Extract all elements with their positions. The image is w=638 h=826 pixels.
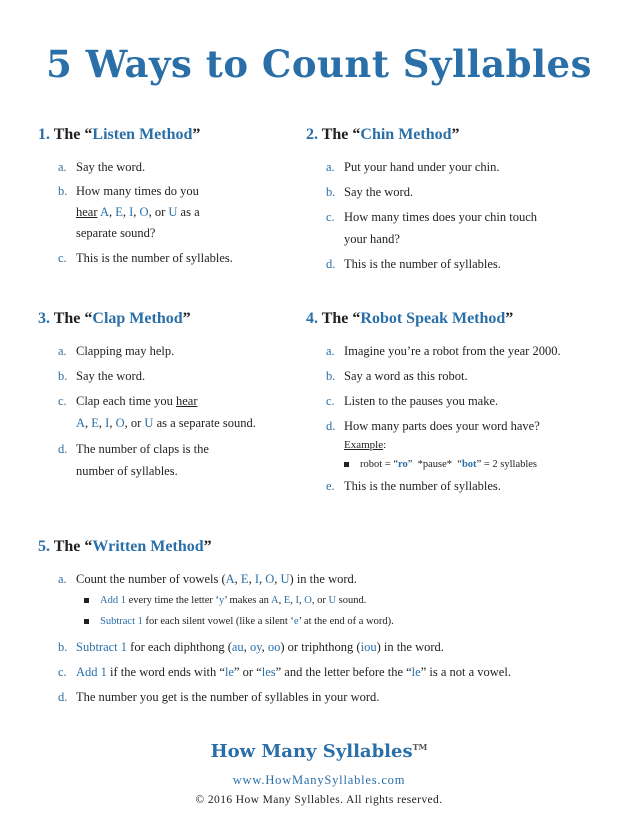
step-letter: d. [58, 690, 68, 704]
step-text: How many parts does your word have? [344, 419, 540, 433]
step-text: ) in the word. [289, 572, 357, 586]
list-item: a. Count the number of vowels (A, E, I, O, U) in the word. Add 1 every time the letter ‘y’ makes an A, E, I, O, or U sound. Subtract 1 for each silent vowel (like a silent ‘e’ at the end of a word). [58, 568, 618, 632]
step-letter: d. [326, 419, 336, 433]
list-item [58, 686, 618, 708]
ending-les: les [261, 665, 276, 679]
vowel: A [76, 416, 86, 430]
step-text: Say a word as this robot. [344, 369, 468, 383]
diphthong: oy [249, 640, 262, 654]
method-name: Robot Speak Method [360, 310, 506, 327]
step-text: ” is a not a vowel. [420, 665, 511, 679]
step-letter: c. [58, 251, 67, 265]
step-text: How many times does your chin touch [344, 210, 538, 224]
letter-y: y [218, 595, 225, 606]
section-number: 5. [38, 538, 50, 555]
list-item [58, 247, 298, 269]
list-item [326, 181, 606, 203]
section-number: 1. [38, 126, 50, 143]
method-name: Clap Method [92, 310, 183, 327]
step-text: or [154, 205, 166, 219]
list-item [58, 156, 298, 178]
vowel: A [99, 205, 109, 219]
bullet-text: robot = “ [360, 459, 398, 470]
heading-suffix: ” [505, 310, 514, 327]
heading-suffix: ” [451, 126, 460, 143]
step-letter: a. [326, 160, 335, 174]
step-text: as a separate sound. [156, 416, 256, 430]
step-text: This is the number of syllables. [76, 251, 233, 265]
step-letter: b. [326, 185, 336, 199]
step-text: your hand? [344, 232, 400, 246]
step-text: Say the word. [76, 160, 146, 174]
vowel: I [295, 595, 299, 606]
heading-suffix: ” [203, 538, 212, 555]
ending-le: le [411, 665, 421, 679]
step-letter: e. [326, 479, 335, 493]
bullet-text: ’ makes an [224, 595, 271, 606]
step-text: This is the number of syllables. [344, 479, 501, 493]
method-name: Written Method [92, 538, 204, 555]
list-item [58, 340, 303, 362]
step-text: Clap each time you [76, 394, 173, 408]
heading-suffix: ” [192, 126, 201, 143]
step-text: How many times do you [76, 184, 199, 198]
heading-prefix: The “ [321, 310, 361, 327]
step-text: The number of claps is the [76, 442, 209, 456]
section-heading [38, 126, 298, 144]
step-letter: a. [58, 160, 67, 174]
vowel: O [115, 416, 125, 430]
section-number: 4. [306, 310, 318, 327]
diphthong: au [231, 640, 244, 654]
step-letter: c. [326, 394, 335, 408]
list-item: b. How many times do you hear A, E, I, O, or U as a separate sound? [58, 181, 298, 244]
syllable-ro: ro [398, 459, 408, 470]
step-text: Listen to the pauses you make. [344, 394, 499, 408]
rule-bullet [84, 611, 618, 632]
step-text: Clapping may help. [76, 344, 175, 358]
section-heading [306, 310, 616, 328]
bullet-text: or [317, 595, 326, 606]
step-letter: c. [326, 210, 335, 224]
bullet-text: ’ at the end of a word). [298, 616, 394, 627]
rule-action: Add 1 [76, 665, 107, 679]
vowel: I [254, 572, 259, 586]
vowel: U [280, 572, 290, 586]
step-text: This is the number of syllables. [344, 257, 501, 271]
step-text: number of syllables. [76, 464, 178, 478]
list-item [326, 475, 616, 497]
step-letter: b. [326, 369, 336, 383]
section-number: 3. [38, 310, 50, 327]
step-letter: c. [58, 394, 67, 408]
vowel: E [115, 205, 123, 219]
vowel: I [129, 205, 134, 219]
step-letter: a. [58, 572, 67, 586]
footer-brand-logo [0, 741, 638, 762]
list-item [326, 390, 616, 412]
bullet-text: for each silent vowel (like a silent ‘ [142, 616, 294, 627]
vowel: E [240, 572, 249, 586]
step-text: ) or triphthong ( [280, 640, 361, 654]
heading-prefix: The “ [53, 538, 93, 555]
step-letter: b. [58, 184, 68, 198]
section-written-method [38, 538, 618, 711]
list-item [58, 661, 618, 683]
section-chin-method [306, 126, 606, 278]
step-text: The number you get is the number of syllables in your word. [76, 690, 380, 704]
ending-le: le [224, 665, 234, 679]
list-item [58, 365, 303, 387]
step-text: Say the word. [76, 369, 146, 383]
step-text: as a [180, 205, 200, 219]
vowel: U [144, 416, 154, 430]
vowel: U [168, 205, 178, 219]
section-number: 2. [306, 126, 318, 143]
section-heading [306, 126, 606, 144]
vowel: E [283, 595, 291, 606]
rule-action: Add 1 [100, 595, 126, 606]
method-name: Chin Method [360, 126, 452, 143]
example-label-row [344, 437, 616, 454]
list-item [326, 365, 616, 387]
vowel: O [139, 205, 149, 219]
list-item [326, 253, 606, 275]
letter-e: e [293, 616, 299, 627]
step-text: separate sound? [76, 226, 156, 240]
example-colon: : [383, 439, 387, 451]
section-clap-method [38, 310, 303, 485]
section-robot-speak-method [306, 310, 616, 500]
list-item [326, 156, 606, 178]
syllable-bot: bot [461, 459, 477, 470]
list-item: c. Clap each time you hear A, E, I, O, or U as a separate sound. [58, 390, 303, 434]
step-letter: d. [326, 257, 336, 271]
step-letter: a. [326, 344, 335, 358]
step-letter: a. [58, 344, 67, 358]
heading-prefix: The “ [53, 310, 93, 327]
triphthong: iou [360, 640, 377, 654]
example-bullet [344, 454, 616, 475]
bullet-text: ” *pause* “ [407, 459, 462, 470]
step-text: Count the number of vowels ( [76, 572, 226, 586]
step-letter: b. [58, 369, 68, 383]
step-text: or [130, 416, 142, 430]
underlined-word: hear [76, 205, 98, 219]
step-text: Put your hand under your chin. [344, 160, 500, 174]
list-item: b. Subtract 1 for each diphthong (au, oy, oo) or triphthong (iou) in the word. [58, 636, 618, 658]
section-listen-method [38, 126, 298, 272]
vowel: A [225, 572, 235, 586]
bullet-text: ” = 2 syllables [476, 459, 538, 470]
footer-copyright: © 2016 How Many Syllables. All rights reserved. [195, 794, 443, 806]
method-name: Listen Method [92, 126, 193, 143]
list-item [326, 340, 616, 362]
underlined-word: hear [175, 394, 198, 408]
rule-bullet: Add 1 every time the letter ‘y’ makes an A, E, I, O, or U sound. [84, 590, 618, 611]
rule-action: Subtract 1 [76, 640, 128, 654]
bullet-text: sound. [336, 595, 367, 606]
step-text: Imagine you’re a robot from the year 2000. [344, 344, 561, 358]
step-text: if the word ends with “ [106, 665, 225, 679]
page-title: 5 Ways to Count Syllables [46, 42, 592, 86]
list-item [326, 206, 606, 250]
vowel: U [328, 595, 337, 606]
step-letter: c. [58, 665, 67, 679]
heading-suffix: ” [182, 310, 191, 327]
vowel: A [270, 595, 279, 606]
step-letter: d. [58, 442, 68, 456]
step-text: Say the word. [344, 185, 414, 199]
section-heading [38, 538, 618, 556]
section-heading [38, 310, 303, 328]
bullet-text: every time the letter ‘ [125, 595, 219, 606]
heading-prefix: The “ [53, 126, 93, 143]
step-text: ” or “ [233, 665, 262, 679]
step-text: for each diphthong ( [127, 640, 232, 654]
example-label: Example [344, 439, 384, 451]
brand-name: How Many Syllables [210, 741, 413, 762]
list-item [58, 438, 303, 482]
list-item [326, 415, 616, 475]
step-text: ) in the word. [376, 640, 444, 654]
step-letter: b. [58, 640, 68, 654]
vowel: O [304, 595, 312, 606]
rule-action: Subtract 1 [100, 616, 143, 627]
vowel: O [265, 572, 275, 586]
heading-prefix: The “ [321, 126, 361, 143]
diphthong: oo [267, 640, 281, 654]
footer-website-link[interactable]: www.HowManySyllables.com [232, 773, 406, 787]
step-text: ” and the letter before the “ [275, 665, 412, 679]
vowel: E [91, 416, 99, 430]
vowel: I [105, 416, 110, 430]
trademark-mark: TM [412, 742, 428, 752]
